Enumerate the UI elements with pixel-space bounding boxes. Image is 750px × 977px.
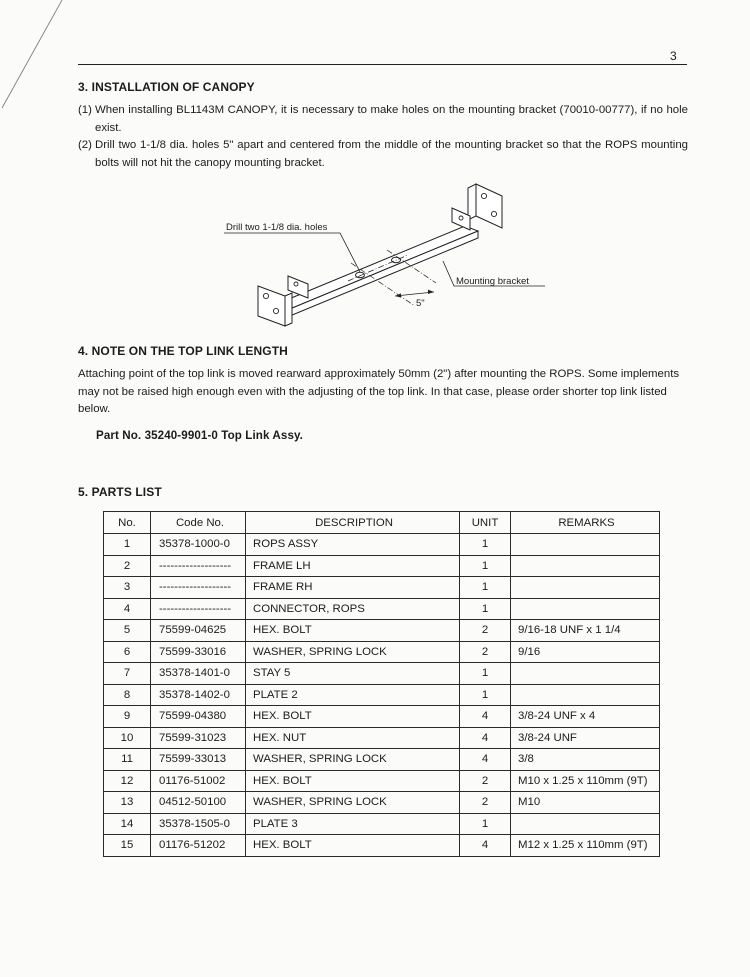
table-row <box>104 555 660 577</box>
part-description-cell: FRAME RH <box>246 577 460 599</box>
part-code-cell: 35378-1000-0 <box>151 534 246 556</box>
part-description-cell: PLATE 2 <box>246 684 460 706</box>
install-step-2-text: Drill two 1-1/8 dia. holes 5" apart and centered from the middle of the mounting bracket so that the ROPS mounting bolts will not hit the canopy mounting bracket. <box>95 139 688 169</box>
bracket-right-ear <box>476 184 502 228</box>
bracket-right-ear-side <box>468 184 476 220</box>
page-number: 3 <box>670 49 677 63</box>
part-description-cell: HEX. BOLT <box>246 706 460 728</box>
table-row <box>104 727 660 749</box>
install-step-2-number: (2) <box>78 139 92 151</box>
part-description-cell: HEX. BOLT <box>246 620 460 642</box>
part-unit-cell: 1 <box>460 555 511 577</box>
part-no-cell: 6 <box>104 641 151 663</box>
part-code-cell: 75599-33016 <box>151 641 246 663</box>
part-remarks-cell: M12 x 1.25 x 110mm (9T) <box>511 835 660 857</box>
part-remarks-cell <box>511 534 660 556</box>
part-no-cell: 14 <box>104 813 151 835</box>
part-code-cell: 35378-1505-0 <box>151 813 246 835</box>
table-row <box>104 835 660 857</box>
table-row <box>104 620 660 642</box>
part-description-cell: HEX. BOLT <box>246 835 460 857</box>
table-row <box>104 641 660 663</box>
part-no-cell: 5 <box>104 620 151 642</box>
install-step-2 <box>78 137 688 172</box>
part-no-cell: 12 <box>104 770 151 792</box>
part-no-cell: 8 <box>104 684 151 706</box>
table-row <box>104 813 660 835</box>
parts-table-header-row <box>104 512 660 534</box>
part-code-cell: ------------------- <box>151 598 246 620</box>
part-remarks-cell <box>511 684 660 706</box>
part-unit-cell: 2 <box>460 641 511 663</box>
part-no-cell: 3 <box>104 577 151 599</box>
part-description-cell: WASHER, SPRING LOCK <box>246 641 460 663</box>
install-step-1-number: (1) <box>78 104 92 116</box>
column-header-description: DESCRIPTION <box>246 512 460 534</box>
part-unit-cell: 1 <box>460 663 511 685</box>
part-description-cell: CONNECTOR, ROPS <box>246 598 460 620</box>
part-remarks-cell: 3/8 <box>511 749 660 771</box>
spacing-label: 5" <box>416 298 425 309</box>
part-code-cell: 75599-04625 <box>151 620 246 642</box>
part-no-cell: 1 <box>104 534 151 556</box>
drill-holes-label: Drill two 1-1/8 dia. holes <box>226 222 328 233</box>
part-remarks-cell: M10 x 1.25 x 110mm (9T) <box>511 770 660 792</box>
part-remarks-cell: M10 <box>511 792 660 814</box>
page-corner-mark <box>0 0 80 120</box>
column-header-unit: UNIT <box>460 512 511 534</box>
drill-hole-left <box>356 272 365 278</box>
table-row <box>104 792 660 814</box>
part-remarks-cell: 9/16-18 UNF x 1 1/4 <box>511 620 660 642</box>
part-code-cell: 35378-1402-0 <box>151 684 246 706</box>
part-remarks-cell: 3/8-24 UNF x 4 <box>511 706 660 728</box>
table-row <box>104 684 660 706</box>
top-link-part-number: Part No. 35240-9901-0 Top Link Assy. <box>96 429 303 442</box>
part-remarks-cell <box>511 663 660 685</box>
part-code-cell: 01176-51202 <box>151 835 246 857</box>
part-unit-cell: 1 <box>460 813 511 835</box>
part-no-cell: 4 <box>104 598 151 620</box>
table-row <box>104 577 660 599</box>
part-description-cell: PLATE 3 <box>246 813 460 835</box>
install-step-1-text: When installing BL1143M CANOPY, it is necessary to make holes on the mounting bracket (70010-00777), if no hole exist. <box>95 104 688 134</box>
part-unit-cell: 4 <box>460 835 511 857</box>
part-no-cell: 11 <box>104 749 151 771</box>
table-row <box>104 749 660 771</box>
part-code-cell: 01176-51002 <box>151 770 246 792</box>
mounting-bracket-diagram <box>226 178 540 343</box>
install-step-1 <box>78 102 688 137</box>
part-remarks-cell <box>511 813 660 835</box>
part-unit-cell: 1 <box>460 577 511 599</box>
part-unit-cell: 2 <box>460 620 511 642</box>
section-4-heading: 4. NOTE ON THE TOP LINK LENGTH <box>78 344 288 358</box>
part-description-cell: WASHER, SPRING LOCK <box>246 749 460 771</box>
part-code-cell: ------------------- <box>151 577 246 599</box>
part-remarks-cell: 9/16 <box>511 641 660 663</box>
top-link-note: Attaching point of the top link is moved rearward approximately 50mm (2") after mounting the ROPS. Some implements may not be raised high enough even with the adjusting of the top link. In that case, please order shorter top link listed below. <box>78 368 680 415</box>
mounting-bracket-label: Mounting bracket <box>456 276 529 287</box>
part-code-cell: 04512-50100 <box>151 792 246 814</box>
column-header-code: Code No. <box>151 512 246 534</box>
table-row <box>104 534 660 556</box>
part-unit-cell: 1 <box>460 534 511 556</box>
part-no-cell: 10 <box>104 727 151 749</box>
part-unit-cell: 2 <box>460 792 511 814</box>
part-description-cell: ROPS ASSY <box>246 534 460 556</box>
part-code-cell: 75599-33013 <box>151 749 246 771</box>
bracket-top-face <box>272 226 478 311</box>
part-unit-cell: 4 <box>460 727 511 749</box>
part-remarks-cell <box>511 555 660 577</box>
table-row <box>104 598 660 620</box>
part-no-cell: 7 <box>104 663 151 685</box>
part-unit-cell: 4 <box>460 706 511 728</box>
table-row <box>104 663 660 685</box>
bracket-left-ear <box>258 286 285 326</box>
part-code-cell: ------------------- <box>151 555 246 577</box>
table-row <box>104 770 660 792</box>
part-unit-cell: 2 <box>460 770 511 792</box>
part-code-cell: 35378-1401-0 <box>151 663 246 685</box>
part-description-cell: HEX. BOLT <box>246 770 460 792</box>
parts-list-table <box>103 511 660 857</box>
part-unit-cell: 1 <box>460 598 511 620</box>
part-remarks-cell <box>511 598 660 620</box>
section-3-heading: 3. INSTALLATION OF CANOPY <box>78 80 255 94</box>
column-header-no: No. <box>104 512 151 534</box>
part-no-cell: 15 <box>104 835 151 857</box>
part-description-cell: WASHER, SPRING LOCK <box>246 792 460 814</box>
part-remarks-cell <box>511 577 660 599</box>
part-code-cell: 75599-31023 <box>151 727 246 749</box>
part-unit-cell: 4 <box>460 749 511 771</box>
part-code-cell: 75599-04380 <box>151 706 246 728</box>
part-no-cell: 9 <box>104 706 151 728</box>
column-header-remarks: REMARKS <box>511 512 660 534</box>
part-description-cell: HEX. NUT <box>246 727 460 749</box>
header-rule <box>78 64 687 65</box>
part-no-cell: 13 <box>104 792 151 814</box>
table-row <box>104 706 660 728</box>
part-remarks-cell: 3/8-24 UNF <box>511 727 660 749</box>
section-5-heading: 5. PARTS LIST <box>78 485 162 499</box>
part-description-cell: STAY 5 <box>246 663 460 685</box>
part-unit-cell: 1 <box>460 684 511 706</box>
part-no-cell: 2 <box>104 555 151 577</box>
part-description-cell: FRAME LH <box>246 555 460 577</box>
bracket-left-ear-side <box>285 293 292 326</box>
